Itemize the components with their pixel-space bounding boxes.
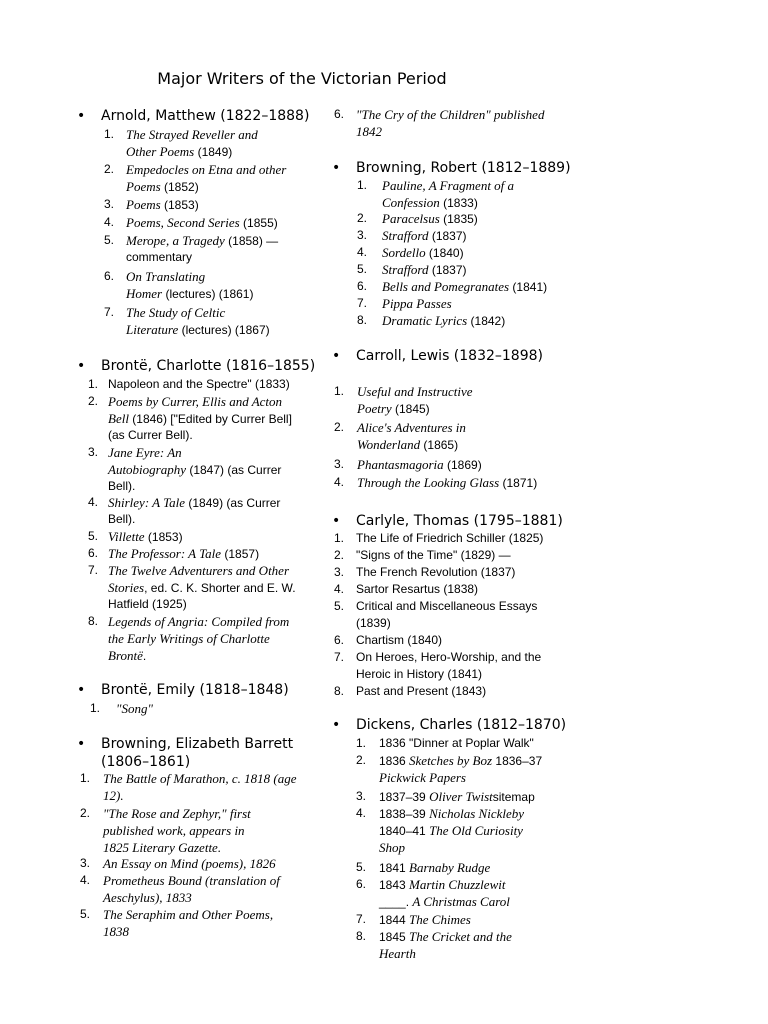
item-text: Hatfield (1925) [108, 597, 187, 611]
item-text: 1840–41 [379, 824, 430, 838]
item-line [108, 511, 280, 528]
item-line [126, 126, 258, 143]
work-title: Poems, Second Series [126, 215, 240, 230]
item-line [382, 278, 547, 295]
item-line [126, 196, 199, 213]
item-number: 3. [357, 228, 368, 242]
item-line [379, 876, 510, 893]
author-heading-browning [77, 736, 294, 752]
item-number: 4. [334, 475, 345, 489]
item-number: 4. [334, 582, 345, 596]
item-line [356, 564, 515, 581]
item-number: 1. [334, 384, 345, 398]
item-text: The Life of Friedrich Schiller (1825) [356, 531, 544, 545]
item-line [108, 630, 289, 647]
item-number: 2. [88, 394, 99, 408]
work-title: An Essay on Mind (poems), 1826 [103, 856, 276, 871]
item-number: 6. [104, 269, 115, 283]
work-title: published work, appears in [103, 823, 245, 838]
item-text: 1836 "Dinner at Poplar Walk" [379, 736, 534, 750]
work-title: Literature [126, 322, 179, 337]
item-text: (1865) [420, 438, 459, 452]
item-line [103, 787, 297, 804]
page-title: Major Writers of the Victorian Period [157, 69, 447, 88]
author-name: Browning, Elizabeth Barrett [101, 736, 294, 752]
item-line [103, 822, 251, 839]
item-text: (1857) [221, 547, 260, 561]
item-text: Bell). [108, 479, 136, 493]
item-text: Past and Present (1843) [356, 684, 487, 698]
item-line [126, 214, 278, 231]
work-title: Shirley: A Tale [108, 495, 186, 510]
item-text: (1853) [144, 530, 183, 544]
work-title: Aeschylus), 1833 [103, 890, 192, 905]
author-name: Dickens, Charles (1812–1870) [356, 717, 567, 733]
item-line [356, 666, 541, 683]
item-line [108, 494, 280, 511]
item-line [126, 249, 278, 266]
work-title: Legends of Angria: Compiled from [108, 614, 290, 629]
item-number: 5. [357, 262, 368, 276]
work-title: Useful and Instructive [357, 384, 473, 399]
item-text: (1837) [428, 229, 467, 243]
item-line [108, 410, 292, 427]
work-title: Brontë [108, 648, 143, 663]
work-title: Sketches by Boz [409, 753, 493, 768]
work-title: Wonderland [357, 437, 421, 452]
item-line [103, 906, 273, 923]
item-line [103, 855, 276, 872]
author-name: Brontë, Charlotte (1816–1855) [101, 358, 316, 374]
item-text: ____. [379, 895, 413, 909]
work-title: Merope, a Tragedy [126, 233, 225, 248]
work-title: Other Poems [126, 144, 195, 159]
work-title: 1842 [356, 124, 382, 139]
work-title: the Early Writings of Charlotte [108, 631, 270, 646]
bullet-icon: • [332, 348, 341, 364]
work-title: The Professor: A Tale [108, 546, 222, 561]
item-line [126, 161, 286, 178]
work-title: Sordello [382, 245, 426, 260]
item-text: (1841) [509, 280, 548, 294]
item-line [108, 427, 292, 444]
item-text: 1836–37 [492, 754, 543, 768]
author-name: Carroll, Lewis (1832–1898) [356, 348, 543, 364]
work-title: Poems [126, 179, 161, 194]
item-line [126, 304, 270, 321]
item-line [379, 911, 471, 928]
item-line [379, 822, 524, 839]
item-line [116, 700, 153, 717]
author-name: Arnold, Matthew (1822–1888) [101, 108, 310, 124]
item-line [382, 227, 467, 244]
work-title: The Old Curiosity [429, 823, 523, 838]
item-text: (1869) [443, 458, 482, 472]
item-line [356, 123, 544, 140]
item-line [356, 547, 511, 564]
work-title: Stories [108, 580, 145, 595]
author-heading-carlyle [332, 513, 563, 529]
item-number: 5. [80, 907, 91, 921]
work-title: Martin Chuzzlewit [409, 877, 506, 892]
author-dates: (1806–1861) [101, 754, 191, 770]
item-text: , ed. C. K. Shorter and E. W. [144, 581, 296, 595]
work-title: "The Cry of the Children" published [356, 107, 545, 122]
item-text: (1842) [467, 314, 506, 328]
work-title: Poetry [357, 401, 392, 416]
item-number: 8. [357, 313, 368, 327]
item-number: 1. [90, 701, 101, 715]
work-title: Nicholas Nickleby [429, 806, 525, 821]
item-text: 1844 [379, 913, 410, 927]
item-number: 4. [88, 495, 99, 509]
item-number: 3. [104, 197, 115, 211]
author-heading-dickens [332, 717, 567, 733]
item-text: (1845) [391, 402, 430, 416]
work-title: The Seraphim and Other Poems, [103, 907, 274, 922]
work-title: Hearth [379, 946, 416, 961]
item-text: (1858) — [224, 234, 279, 248]
item-line [103, 889, 280, 906]
work-title: Bell [108, 411, 129, 426]
item-text: (1847) (as Currer [186, 463, 282, 477]
item-text: (1849) [194, 145, 233, 159]
item-number: 2. [357, 211, 368, 225]
author-name: Browning, Robert (1812–1889) [356, 160, 571, 176]
work-title: Pickwick Papers [379, 770, 466, 785]
item-line [379, 945, 512, 962]
item-number: 5. [356, 860, 367, 874]
work-title: The Twelve Adventurers and Other [108, 563, 290, 578]
item-line [356, 632, 442, 649]
bullet-icon: • [77, 108, 86, 124]
item-number: 7. [357, 296, 368, 310]
item-line [356, 106, 544, 123]
item-number: 3. [88, 445, 99, 459]
item-line [103, 770, 297, 787]
item-line [379, 735, 534, 752]
item-line [108, 376, 290, 393]
item-number: 1. [357, 178, 368, 192]
work-title: Villette [108, 529, 145, 544]
item-line [379, 893, 510, 910]
item-line [357, 436, 466, 453]
item-text: 1838–39 [379, 807, 430, 821]
item-number: 4. [357, 245, 368, 259]
work-title: Homer [126, 286, 163, 301]
item-line [356, 581, 478, 598]
work-title: Oliver Twist [429, 789, 493, 804]
item-line [126, 143, 258, 160]
item-text: (as Currer Bell). [108, 428, 193, 442]
item-number: 7. [356, 912, 367, 926]
work-title: Confession [382, 195, 440, 210]
item-text: The French Revolution (1837) [356, 565, 516, 579]
bullet-icon: • [77, 358, 86, 374]
item-line [357, 400, 473, 417]
item-text: Critical and Miscellaneous Essays [356, 599, 538, 613]
work-title: Poems [126, 197, 161, 212]
item-text: (lectures) (1861) [162, 287, 254, 301]
work-title: Strafford [382, 228, 429, 243]
item-line [108, 444, 281, 461]
author-heading-bront- [77, 682, 289, 698]
work-title: Empedocles on Etna and other [126, 162, 287, 177]
item-number: 1. [88, 377, 99, 391]
work-title: 1825 Literary Gazette. [103, 840, 222, 855]
item-number: 3. [334, 565, 345, 579]
item-line [108, 461, 281, 478]
item-line [126, 232, 278, 249]
item-text: (1849) (as Currer [185, 496, 281, 510]
item-line [108, 528, 183, 545]
item-line [357, 383, 473, 400]
item-text: Napoleon and the Spectre" (1833) [108, 377, 290, 391]
item-line [379, 928, 512, 945]
bullet-icon: • [77, 682, 86, 698]
work-title: Dramatic Lyrics [382, 313, 468, 328]
work-title: "Song" [116, 701, 153, 716]
item-line [126, 268, 253, 285]
work-title: Barnaby Rudge [409, 860, 491, 875]
item-number: 3. [80, 856, 91, 870]
item-number: 4. [104, 215, 115, 229]
item-number: 4. [80, 873, 91, 887]
item-line [356, 615, 537, 632]
item-number: 8. [334, 684, 345, 698]
author-heading-browning [332, 160, 571, 176]
item-line [356, 530, 543, 547]
item-line [382, 194, 514, 211]
item-line [379, 859, 490, 876]
item-line [103, 839, 251, 856]
item-line [356, 683, 486, 700]
work-title: Autobiography [108, 462, 186, 477]
item-number: 7. [88, 563, 99, 577]
item-number: 2. [104, 162, 115, 176]
item-line [103, 872, 280, 889]
item-text: 1841 [379, 861, 410, 875]
work-title: The Battle of Marathon, c. 1818 (age [103, 771, 297, 786]
item-text: 1837–39 [379, 790, 430, 804]
author-name: Brontë, Emily (1818–1848) [101, 682, 289, 698]
item-line [357, 456, 482, 473]
item-text: Chartism (1840) [356, 633, 443, 647]
item-text: (1837) [428, 263, 467, 277]
item-line [108, 579, 296, 596]
item-text: (1839) [356, 616, 391, 630]
work-title: Jane Eyre: An [108, 445, 182, 460]
bullet-icon: • [332, 513, 341, 529]
item-text: 1843 [379, 878, 410, 892]
work-title: The Strayed Reveller and [126, 127, 258, 142]
author-name: Carlyle, Thomas (1795–1881) [356, 513, 563, 529]
bullet-icon: • [332, 160, 341, 176]
work-title: Poems by Currer, Ellis and Acton [108, 394, 283, 409]
item-number: 3. [356, 789, 367, 803]
author-heading-bront- [77, 358, 316, 374]
bullet-icon: • [77, 736, 86, 752]
work-title: Paracelsus [382, 211, 440, 226]
item-line [126, 285, 253, 302]
work-title: A Christmas Carol [412, 894, 510, 909]
item-line [108, 393, 292, 410]
item-number: 6. [357, 279, 368, 293]
item-line [382, 312, 505, 329]
item-line [126, 178, 286, 195]
item-line [382, 210, 478, 227]
item-text: (1835) [439, 212, 478, 226]
item-number: 2. [356, 753, 367, 767]
item-text: Heroic in History (1841) [356, 667, 483, 681]
work-title: Pippa Passes [382, 296, 452, 311]
item-line [379, 769, 542, 786]
item-number: 8. [88, 614, 99, 628]
item-line [108, 545, 259, 562]
item-line [357, 419, 466, 436]
author-heading-carroll [332, 348, 543, 364]
item-number: 7. [334, 650, 345, 664]
item-line [356, 598, 537, 615]
item-line [126, 321, 270, 338]
item-text: 1836 [379, 754, 410, 768]
item-line [382, 261, 467, 278]
item-text: sitemap [492, 790, 535, 804]
work-title: The Chimes [409, 912, 471, 927]
item-text: 1845 [379, 930, 410, 944]
item-number: 5. [88, 529, 99, 543]
item-number: 6. [356, 877, 367, 891]
item-line [379, 839, 524, 856]
item-number: 1. [104, 127, 115, 141]
item-text: (1871) [499, 476, 538, 490]
work-title: "The Rose and Zephyr," first [103, 806, 251, 821]
item-line [379, 788, 535, 805]
item-text: Bell). [108, 512, 136, 526]
item-number: 7. [104, 305, 115, 319]
item-line [108, 647, 289, 664]
item-number: 4. [356, 806, 367, 820]
item-line [379, 805, 524, 822]
item-text: (1840) [425, 246, 464, 260]
item-number: 1. [356, 736, 367, 750]
work-title: Prometheus Bound (translation of [103, 873, 280, 888]
item-line [382, 244, 464, 261]
item-number: 5. [104, 233, 115, 247]
work-title: Phantasmagoria [357, 457, 444, 472]
item-number: 2. [334, 548, 345, 562]
item-number: 1. [334, 531, 345, 545]
item-text: (1833) [439, 196, 478, 210]
item-line [382, 295, 452, 312]
item-text: commentary [126, 250, 193, 264]
item-number: 3. [334, 457, 345, 471]
item-text: (1855) [239, 216, 278, 230]
item-number: 2. [80, 806, 91, 820]
work-title: Shop [379, 840, 405, 855]
item-line [382, 177, 514, 194]
item-number: 6. [88, 546, 99, 560]
work-title: Pauline, A Fragment of a [382, 178, 515, 193]
item-line [379, 752, 542, 769]
item-text: (1852) [160, 180, 199, 194]
work-title: On Translating [126, 269, 206, 284]
item-line [108, 613, 289, 630]
item-line [108, 596, 296, 613]
item-text: On Heroes, Hero-Worship, and the [356, 650, 542, 664]
item-line [108, 478, 281, 495]
work-title: Strafford [382, 262, 429, 277]
work-title: Bells and Pomegranates [382, 279, 510, 294]
bullet-icon: • [332, 717, 341, 733]
item-number: 8. [356, 929, 367, 943]
work-title: Through the Looking Glass [357, 475, 500, 490]
item-text: "Signs of the Time" (1829) — [356, 548, 511, 562]
item-text: (1853) [160, 198, 199, 212]
item-number: 2. [334, 420, 345, 434]
item-text: (1846) ["Edited by Currer Bell] [128, 412, 292, 426]
author-heading-arnold [77, 108, 310, 124]
item-text: . [142, 649, 147, 663]
item-line [356, 649, 541, 666]
item-text: (lectures) (1867) [178, 323, 270, 337]
work-title: Alice's Adventures in [357, 420, 466, 435]
item-line [103, 805, 251, 822]
work-title: 1838 [103, 924, 129, 939]
item-number: 1. [80, 771, 91, 785]
item-number: 5. [334, 599, 345, 613]
work-title: The Study of Celtic [126, 305, 226, 320]
item-text: Sartor Resartus (1838) [356, 582, 479, 596]
work-title: The Cricket and the [409, 929, 512, 944]
item-number: 6. [334, 107, 345, 121]
item-line [103, 923, 273, 940]
work-title: 12). [103, 788, 124, 803]
item-line [357, 474, 537, 491]
item-line [108, 562, 296, 579]
item-number: 6. [334, 633, 345, 647]
